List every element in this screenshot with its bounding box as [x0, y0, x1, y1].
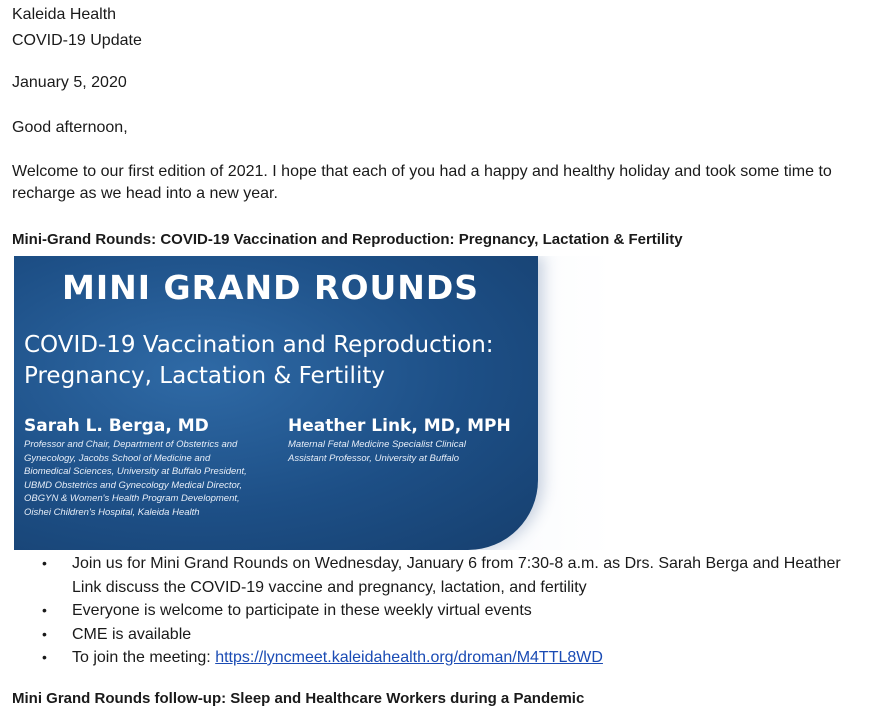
grand-rounds-banner: [14, 256, 612, 550]
speaker-1-description: Professor and Chair, Department of Obstetrics and Gynecology, Jacobs School of Medicine and Biomedical Sciences, University at Buffalo President, UBMD Obstetrics and Gynecology Medical Director, OBGYN & Women's Health Program Development, Oishei Children's Hospital, Kaleida Health: [24, 439, 247, 518]
list-item: [12, 552, 852, 599]
bullet-icon: •: [42, 555, 47, 571]
intro-paragraph: Welcome to our first edition of 2021. I hope that each of you had a happy and healthy holiday and took some time to recharge as we head into a new year.: [12, 163, 832, 202]
list-item-text: Join us for Mini Grand Rounds on Wednesday, January 6 from 7:30-8 a.m. as Drs. Sarah Berga and Heather Link discuss the COVID-19 vaccine and pregnancy, lactation, and fertility: [72, 555, 841, 596]
bullet-icon: •: [42, 649, 47, 665]
section-heading-grand-rounds: Mini-Grand Rounds: COVID-19 Vaccination and Reproduction: Pregnancy, Lactation & Fertility: [12, 231, 683, 248]
list-item: [12, 646, 852, 670]
update-date: January 5, 2020: [12, 74, 127, 91]
event-details-list: [12, 552, 852, 670]
section-heading-follow-up: Mini Grand Rounds follow-up: Sleep and Healthcare Workers during a Pandemic: [12, 690, 585, 707]
bullet-icon: •: [42, 625, 47, 642]
list-item: [12, 599, 852, 623]
list-item-text: To join the meeting:: [72, 649, 216, 666]
list-item-text: CME is available: [72, 625, 192, 643]
update-title: COVID-19 Update: [12, 32, 142, 49]
list-item: [12, 623, 852, 647]
speaker-1-name: Sarah L. Berga, MD: [24, 416, 209, 436]
banner-title: MINI GRAND ROUNDS: [62, 268, 480, 307]
banner-panel: [14, 256, 538, 550]
org-name: Kaleida Health: [12, 6, 117, 23]
list-item-text: Everyone is welcome to participate in these weekly virtual events: [72, 602, 532, 619]
banner-subtitle: COVID-19 Vaccination and Reproduction: Pregnancy, Lactation & Fertility: [24, 332, 494, 389]
greeting: Good afternoon,: [12, 119, 128, 136]
bullet-icon: •: [42, 602, 47, 618]
speaker-2-description: Maternal Fetal Medicine Specialist Clinical Assistant Professor, University at Buffalo: [288, 439, 466, 464]
speaker-2-name: Heather Link, MD, MPH: [288, 416, 511, 436]
meeting-link[interactable]: https://lyncmeet.kaleidahealth.org/droman/M4TTL8WD: [215, 649, 603, 666]
